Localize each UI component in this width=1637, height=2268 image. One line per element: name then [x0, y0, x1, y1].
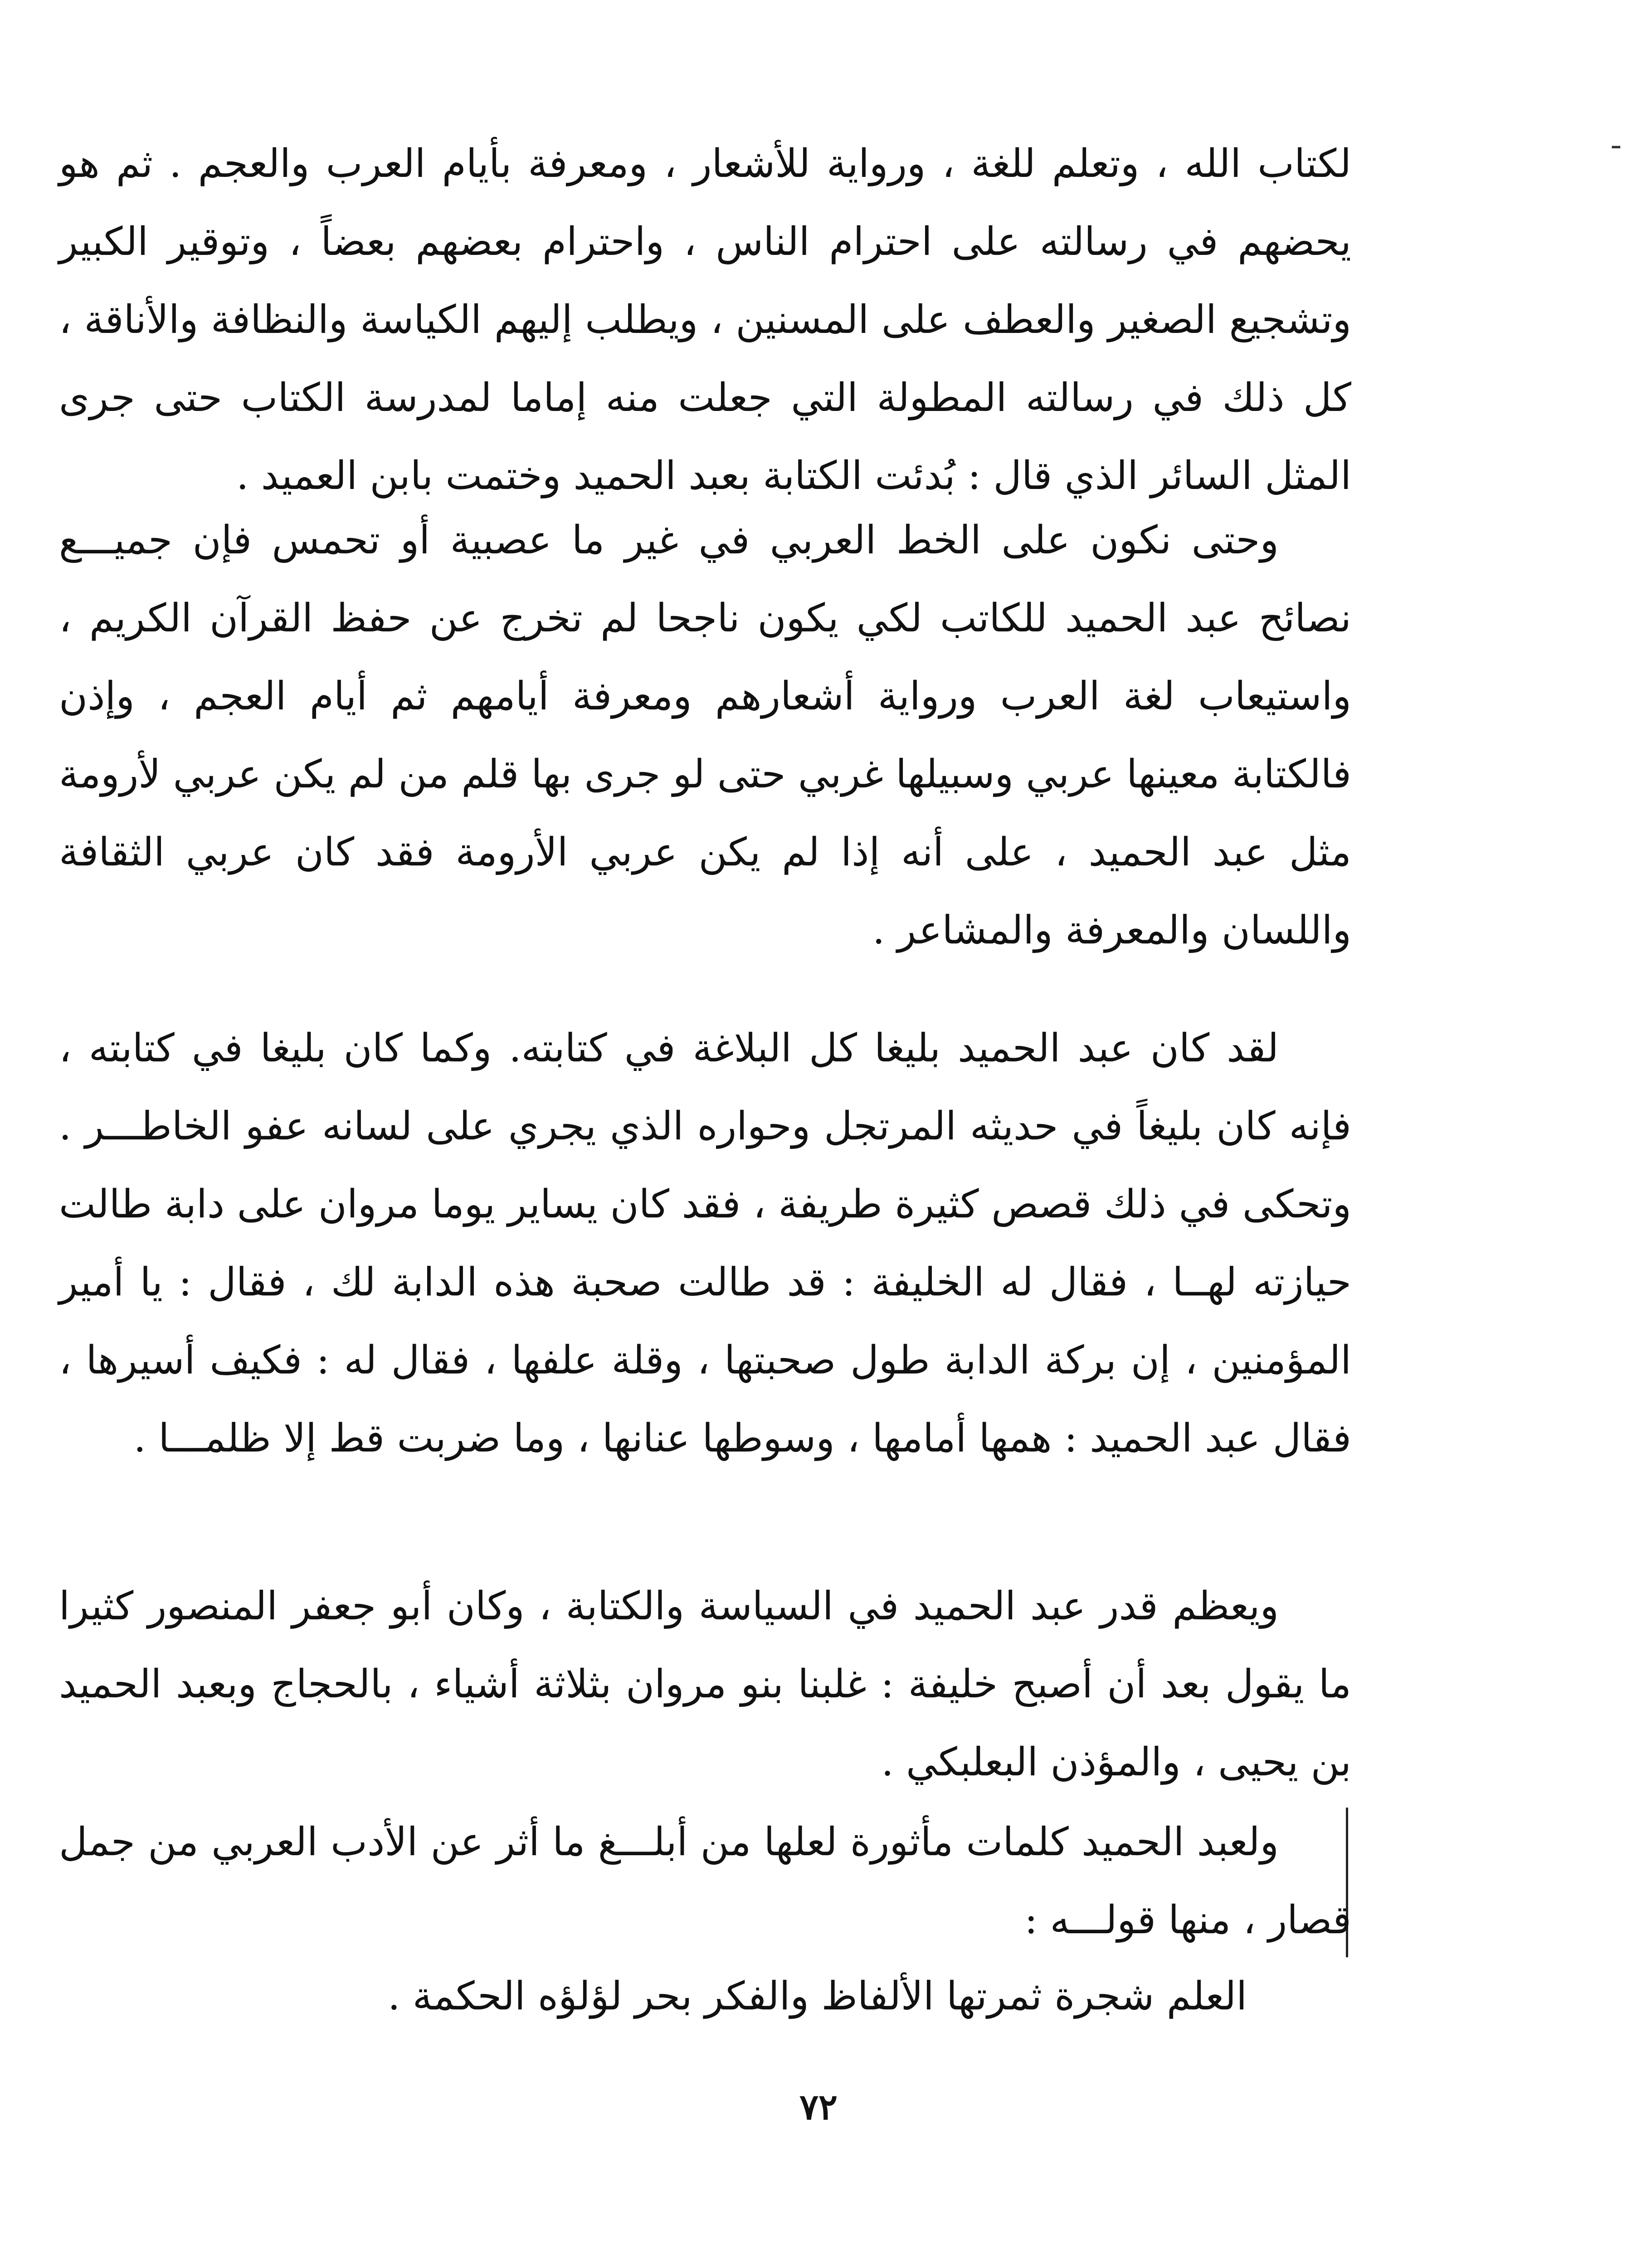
paragraph-text: لكتاب الله ، وتعلم للغة ، ورواية للأشعار ، ومعرفة بأيام العرب والعجم . ثم هو يحضهم في رسالته على احترام الناس ، واحترام بعضهم بعضاً ، وتوقير الكبير وتشجيع الصغير والعطف على المسنين ، ويطلب إليهم الكياسة والنظافة والأناقة ، كل ذلك في رسالته المطولة التي جعلت منه إماما لمدرسة الكتاب حتى جرى المثل السائر الذي قال : بُدئت الكتابة بعبد الحميد وختمت بابن العميد .: [59, 141, 1351, 499]
paragraph-3: [59, 1009, 1351, 1477]
paragraph-text: ويعظم قدر عبد الحميد في السياسة والكتابة ، وكان أبو جعفر المنصور كثيرا ما يقول بعد أن أصبح خليفة : غلبنا بنو مروان بثلاثة أشياء ، بالحجاج وبعبد الحميد بن يحيى ، والمؤذن البعلبكي .: [59, 1584, 1351, 1785]
paragraph-1: [59, 125, 1351, 515]
paragraph-2: [59, 501, 1351, 969]
paragraph-text: ولعبد الحميد كلمات مأثورة لعلها من أبلـــغ ما أثر عن الأدب العربي من جمل قصار ، منها قولـــه :: [59, 1819, 1351, 1943]
paragraph-4: [59, 1567, 1351, 1801]
margin-mark: ـ: [1612, 123, 1620, 155]
page-number: ٧٢: [799, 2087, 838, 2128]
paragraph-5: [59, 1803, 1351, 1959]
paragraph-text: لقد كان عبد الحميد بليغا كل البلاغة في كتابته. وكما كان بليغا في كتابته ، فإنه كان بليغاً في حديثه المرتجل وحواره الذي يجري على لسانه عفو الخاطـــر . وتحكى في ذلك قصص كثيرة طريفة ، فقد كان يساير يوما مروان على دابة طالت حيازته لهــا ، فقال له الخليفة : قد طالت صحبة هذه الدابة لك ، فقال : يا أمير المؤمنين ، إن بركة الدابة طول صحبتها ، وقلة علفها ، فقال له : فكيف أسيرها ، فقال عبد الحميد : همها أمامها ، وسوطها عنانها ، وما ضربت قط إلا ظلمـــا .: [59, 1026, 1351, 1461]
paragraph-text: وحتى نكون على الخط العربي في غير ما عصبية أو تحمس فإن جميـــع نصائح عبد الحميد للكاتب لكي يكون ناجحا لم تخرج عن حفظ القرآن الكريم ، واستيعاب لغة العرب ورواية أشعارهم ومعرفة أيامهم ثم أيام العجم ، وإذن فالكتابة معينها عربي وسبيلها غربي حتى لو جرى بها قلم من لم يكن عربي لأرومة مثل عبد الحميد ، على أنه إذا لم يكن عربي الأرومة فقد كان عربي الثقافة واللسان والمعرفة والمشاعر .: [59, 518, 1351, 953]
quotation: العلم شجرة ثمرتها الألفاظ والفكر بحر لؤلؤه الحكمة .: [388, 1974, 1247, 2019]
